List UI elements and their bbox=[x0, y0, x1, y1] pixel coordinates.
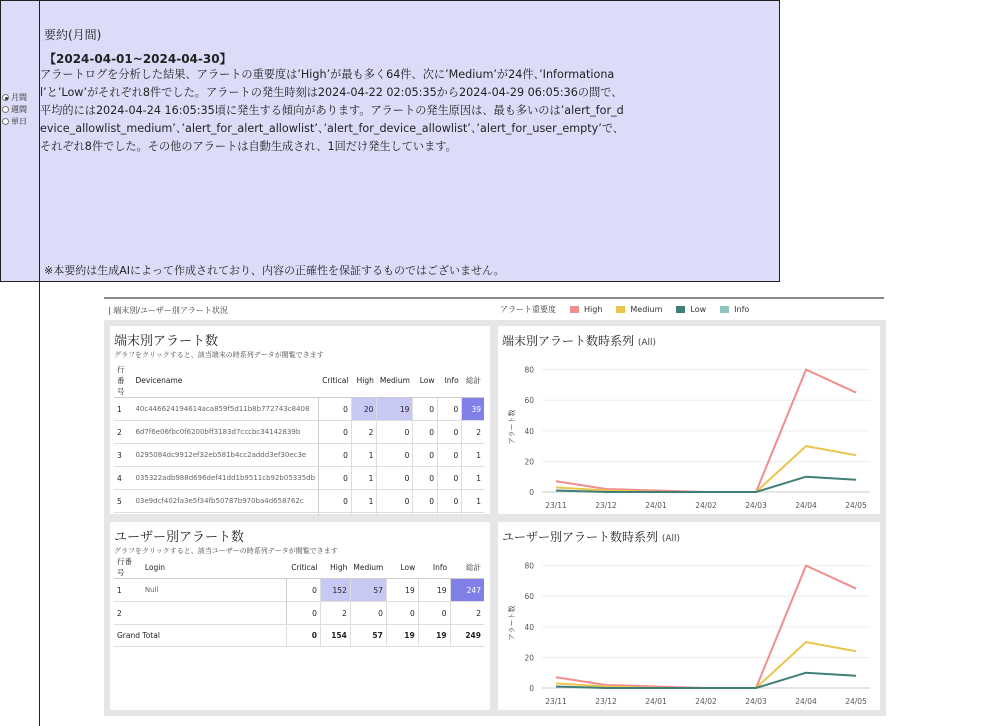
col-header: High bbox=[351, 364, 377, 398]
device-table-title: 端末別アラート数 bbox=[114, 334, 219, 349]
row-number: 1 bbox=[114, 579, 142, 602]
row-name: 03e9dcf402fa3e5f34fb50787b970ba4d658762c bbox=[132, 490, 318, 513]
row-number: 4 bbox=[114, 467, 132, 490]
radio-label: 月間 bbox=[11, 93, 27, 102]
y-tick-label: 40 bbox=[524, 622, 534, 632]
critical-count: 0 bbox=[319, 398, 352, 421]
row-number: 3 bbox=[114, 444, 132, 467]
info-count: 0 bbox=[438, 398, 462, 421]
low-count: 19 bbox=[386, 579, 418, 602]
row-name: 035322adb988d696def41dd1b9511cb92b05335db bbox=[132, 467, 318, 490]
medium-total: 57 bbox=[350, 625, 386, 647]
row-name: Null bbox=[142, 579, 287, 602]
total-count: 2 bbox=[462, 421, 484, 444]
total-count: 1 bbox=[462, 467, 484, 490]
user-alert-panel bbox=[110, 522, 490, 710]
y-tick-label: 60 bbox=[524, 396, 534, 406]
user-timeseries-panel bbox=[498, 522, 880, 710]
user-table-body bbox=[114, 579, 484, 647]
high-count: 2 bbox=[351, 421, 377, 444]
info-count: 0 bbox=[438, 490, 462, 513]
table-row[interactable] bbox=[114, 421, 484, 444]
legend-swatch bbox=[616, 306, 625, 313]
legend-title: アラート重要度 bbox=[500, 305, 556, 314]
row-number: 5 bbox=[114, 490, 132, 513]
y-tick-label: 60 bbox=[524, 592, 534, 602]
y-tick-label: 0 bbox=[529, 488, 534, 497]
high-count: 1 bbox=[351, 490, 377, 513]
info-count: 19 bbox=[418, 579, 450, 602]
series-line-medium bbox=[556, 446, 856, 492]
legend-label: High bbox=[584, 305, 603, 314]
total-count: 1 bbox=[462, 444, 484, 467]
x-tick-label: 24/02 bbox=[695, 697, 717, 706]
device-timeseries-panel bbox=[498, 326, 880, 514]
y-tick-label: 40 bbox=[524, 426, 534, 436]
col-header: 行番号 bbox=[114, 556, 142, 579]
low-count: 0 bbox=[413, 444, 438, 467]
col-header: Critical bbox=[319, 364, 352, 398]
row-name bbox=[142, 602, 287, 625]
radio-dot bbox=[2, 106, 9, 113]
low-count: 0 bbox=[386, 602, 418, 625]
medium-count: 0 bbox=[377, 421, 413, 444]
info-count: 0 bbox=[438, 444, 462, 467]
radio-dot bbox=[2, 94, 9, 101]
legend-label: Low bbox=[690, 305, 707, 314]
y-axis-label: アラート数 bbox=[508, 409, 516, 445]
row-name: 0295084dc9912ef32eb581b4cc2addd3ef30ec3e bbox=[132, 444, 318, 467]
low-total: 19 bbox=[386, 625, 418, 647]
radio-label: 週間 bbox=[11, 105, 27, 114]
y-tick-label: 0 bbox=[529, 684, 534, 693]
chart-title-text: ユーザー別アラート数時系列 bbox=[502, 530, 659, 544]
total-count: 247 bbox=[450, 579, 484, 602]
col-header: Low bbox=[386, 556, 418, 579]
radio-weekly[interactable] bbox=[2, 104, 27, 115]
col-header: 行番号 bbox=[114, 364, 132, 398]
medium-count: 0 bbox=[377, 467, 413, 490]
row-number: 2 bbox=[114, 602, 142, 625]
total-count: 39 bbox=[462, 398, 484, 421]
y-tick-label: 20 bbox=[524, 457, 534, 467]
user-table bbox=[114, 556, 484, 647]
x-tick-label: 23/11 bbox=[545, 501, 567, 510]
total-count: 1 bbox=[462, 490, 484, 513]
col-header: Medium bbox=[377, 364, 413, 398]
device-table-subtitle: グラフをクリックすると、該当端末の時系列データが閲覧できます bbox=[114, 351, 324, 359]
x-tick-label: 24/04 bbox=[795, 697, 817, 706]
legend-swatch bbox=[570, 306, 579, 313]
total-total: 249 bbox=[450, 625, 484, 647]
severity-legend bbox=[500, 304, 749, 315]
x-tick-label: 23/11 bbox=[545, 697, 567, 706]
table-header-row bbox=[114, 556, 484, 579]
period-selector bbox=[0, 0, 40, 726]
table-row[interactable] bbox=[114, 467, 484, 490]
radio-dot bbox=[2, 118, 9, 125]
y-axis-label: アラート数 bbox=[508, 605, 516, 641]
col-header: Critical bbox=[286, 556, 320, 579]
series-line-medium bbox=[556, 642, 856, 688]
legend-label: Medium bbox=[630, 305, 663, 314]
table-row[interactable] bbox=[114, 444, 484, 467]
low-count: 0 bbox=[413, 490, 438, 513]
section-divider bbox=[104, 297, 884, 299]
x-tick-label: 24/05 bbox=[845, 501, 867, 510]
medium-count: 19 bbox=[377, 398, 413, 421]
row-number: 2 bbox=[114, 421, 132, 444]
user-table-title: ユーザー別アラート数 bbox=[114, 530, 245, 545]
legend-item-info[interactable] bbox=[720, 305, 749, 314]
critical-count: 0 bbox=[319, 490, 352, 513]
radio-label: 単日 bbox=[11, 117, 27, 126]
table-row[interactable] bbox=[114, 398, 484, 421]
radio-monthly[interactable] bbox=[2, 92, 27, 103]
x-tick-label: 24/04 bbox=[795, 501, 817, 510]
grand-total-label: Grand Total bbox=[114, 625, 286, 647]
high-total: 154 bbox=[320, 625, 350, 647]
high-count: 20 bbox=[351, 398, 377, 421]
col-header: 総計 bbox=[462, 364, 484, 398]
y-tick-label: 80 bbox=[524, 365, 534, 375]
legend-swatch bbox=[720, 306, 729, 313]
chart-title-suffix: (All) bbox=[637, 338, 657, 348]
critical-count: 0 bbox=[319, 421, 352, 444]
table-row[interactable] bbox=[114, 579, 484, 602]
low-count: 0 bbox=[413, 421, 438, 444]
device-timeseries-chart[interactable] bbox=[498, 326, 880, 514]
legend-item-high[interactable] bbox=[570, 305, 602, 314]
x-tick-label: 24/03 bbox=[745, 501, 767, 510]
summary-panel bbox=[0, 0, 780, 282]
summary-disclaimer: ※本要約は生成AIによって作成されており、内容の正確性を保証するものではございません。 bbox=[44, 264, 505, 277]
legend-item-medium[interactable] bbox=[616, 305, 662, 314]
x-tick-label: 24/01 bbox=[645, 697, 667, 706]
y-tick-label: 20 bbox=[524, 653, 534, 663]
device-table bbox=[114, 364, 484, 536]
critical-count: 0 bbox=[286, 602, 320, 625]
legend-swatch bbox=[676, 306, 685, 313]
col-header: Devicename bbox=[132, 364, 318, 398]
medium-count: 0 bbox=[377, 444, 413, 467]
high-count: 2 bbox=[320, 602, 350, 625]
chart-title-text: 端末別アラート数時系列 bbox=[502, 334, 635, 348]
table-row[interactable] bbox=[114, 602, 484, 625]
col-header: Medium bbox=[350, 556, 386, 579]
table-row[interactable] bbox=[114, 490, 484, 513]
critical-count: 0 bbox=[286, 579, 320, 602]
user-table-subtitle: グラフをクリックすると、該当ユーザーの時系列データが閲覧できます bbox=[114, 547, 338, 555]
high-count: 152 bbox=[320, 579, 350, 602]
col-header: High bbox=[320, 556, 350, 579]
legend-item-low[interactable] bbox=[676, 305, 706, 314]
x-tick-label: 24/05 bbox=[845, 697, 867, 706]
critical-total: 0 bbox=[286, 625, 320, 647]
info-count: 0 bbox=[438, 421, 462, 444]
legend-label: Info bbox=[734, 305, 750, 314]
section-title: | 端末別/ユーザー別アラート状況 bbox=[108, 306, 228, 315]
summary-period: 【2024-04-01~2024-04-30】 bbox=[44, 52, 232, 66]
col-header: Info bbox=[438, 364, 462, 398]
critical-count: 0 bbox=[319, 444, 352, 467]
x-tick-label: 24/02 bbox=[695, 501, 717, 510]
col-header: 総計 bbox=[450, 556, 484, 579]
radio-daily[interactable] bbox=[2, 116, 27, 127]
row-number: 1 bbox=[114, 398, 132, 421]
x-tick-label: 24/01 bbox=[645, 501, 667, 510]
critical-count: 0 bbox=[319, 467, 352, 490]
table-header-row bbox=[114, 364, 484, 398]
chart-title-suffix: (All) bbox=[661, 534, 681, 544]
low-count: 0 bbox=[413, 467, 438, 490]
total-count: 2 bbox=[450, 602, 484, 625]
col-header: Low bbox=[413, 364, 438, 398]
device-alert-panel bbox=[110, 326, 490, 514]
x-tick-label: 23/12 bbox=[595, 697, 617, 706]
user-timeseries-chart[interactable] bbox=[498, 522, 880, 710]
high-count: 1 bbox=[351, 444, 377, 467]
device-table-body bbox=[114, 398, 484, 536]
x-tick-label: 24/03 bbox=[745, 697, 767, 706]
medium-count: 0 bbox=[377, 490, 413, 513]
grand-total-row bbox=[114, 625, 484, 647]
info-count: 0 bbox=[438, 467, 462, 490]
medium-count: 57 bbox=[350, 579, 386, 602]
col-header: Info bbox=[418, 556, 450, 579]
info-count: 0 bbox=[418, 602, 450, 625]
info-total: 19 bbox=[418, 625, 450, 647]
row-name: 40c446624194614aca859f5d11b8b772743c8408 bbox=[132, 398, 318, 421]
y-tick-label: 80 bbox=[524, 561, 534, 571]
summary-text: アラートログを分析した結果、アラートの重要度は’High’が最も多く64件、次に’Medium’が24件、’Informational’と’Low’がそれぞれ8件でした。アラートの発生時刻は2024-04-22 02:05:35から2024-04-29 06:05:36の間で、平均的には2024-04-24 16:05:35頃に発生する傾向があります。アラートの発生原因は、最も多いのは’alert_for_device_allowlist_medium’、’alert_for_alert_allowlist’、’alert_for_device_allowlist’、’alert_for_user_empty’で、それぞれ8件でした。その他のアラートは自動生成され、1回だけ発生しています。 bbox=[40, 68, 624, 153]
high-count: 1 bbox=[351, 467, 377, 490]
x-tick-label: 23/12 bbox=[595, 501, 617, 510]
low-count: 0 bbox=[413, 398, 438, 421]
col-header: Login bbox=[142, 556, 287, 579]
row-name: 6d7f6e06fbc0f6200bff3183d7cccbc34142839b bbox=[132, 421, 318, 444]
medium-count: 0 bbox=[350, 602, 386, 625]
summary-title: 要約(月間) bbox=[44, 28, 102, 42]
